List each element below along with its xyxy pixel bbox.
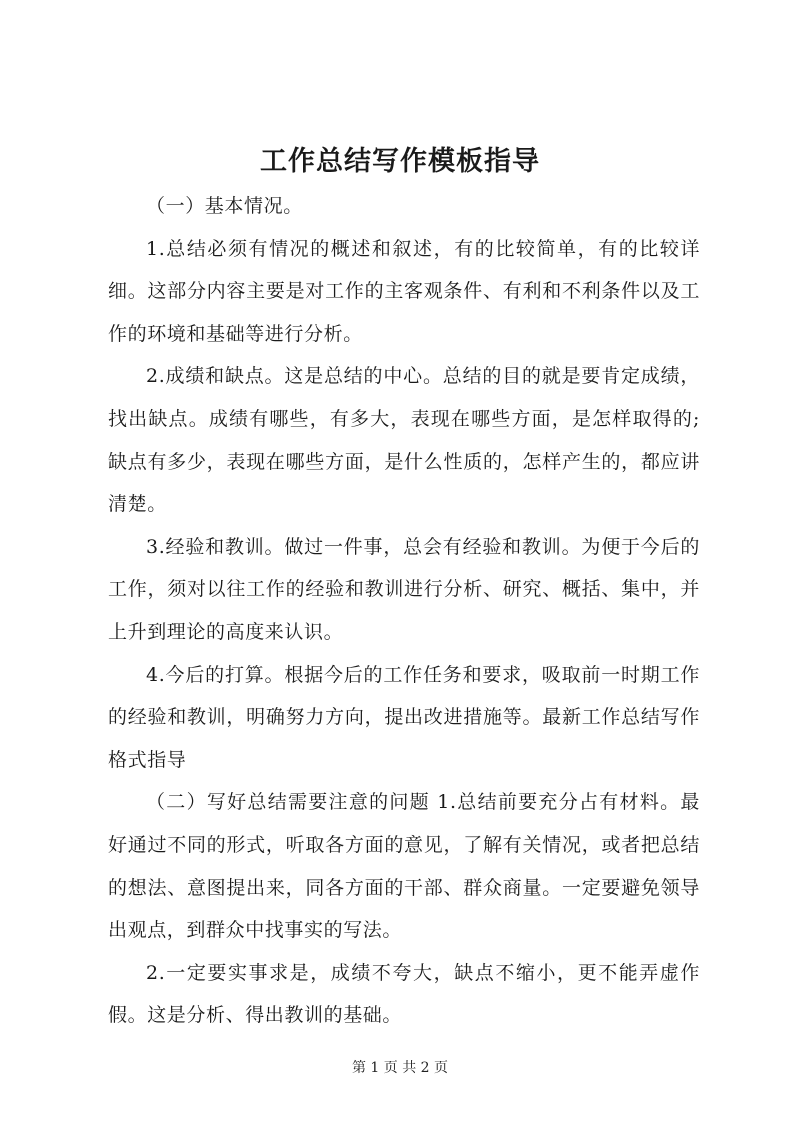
page-title: 工作总结写作模板指导 (260, 146, 540, 177)
paragraph-truthfulness: 2.一定要实事求是，成绩不夸大，缺点不缩小，更不能弄虚作假。这是分析、得出教训的基础。 (108, 961, 700, 1027)
paragraph-writing-notes: （二）写好总结需要注意的问题 1.总结前要充分占有材料。最好通过不同的形式，听取各方面的意见，了解有关情况，或者把总结的想法、意图提出来，同各方面的干部、群众商量。一定要避免领导出观点，到群众中找事实的写法。 (108, 791, 700, 942)
paragraph-achievements: 2.成绩和缺点。这是总结的中心。总结的目的就是要肯定成绩，找出缺点。成绩有哪些，有多大，表现在哪些方面，是怎样取得的;缺点有多少，表现在哪些方面，是什么性质的，怎样产生的，都应讲清楚。 (108, 365, 700, 516)
page-footer: 第 1 页 共 2 页 (351, 1060, 449, 1076)
paragraph-basic-situation-heading: （一）基本情况。 (146, 195, 303, 217)
paragraph-lessons: 3.经验和教训。做过一件事，总会有经验和教训。为便于今后的工作，须对以往工作的经验和教训进行分析、研究、概括、集中，并上升到理论的高度来认识。 (108, 535, 700, 643)
document-body (108, 185, 700, 1037)
paragraph-overview: 1.总结必须有情况的概述和叙述，有的比较简单，有的比较详细。这部分内容主要是对工作的主客观条件、有利和不利条件以及工作的环境和基础等进行分析。 (108, 237, 700, 345)
paragraph-future-plans: 4.今后的打算。根据今后的工作任务和要求，吸取前一时期工作的经验和教训，明确努力方向，提出改进措施等。最新工作总结写作格式指导 (108, 663, 700, 771)
